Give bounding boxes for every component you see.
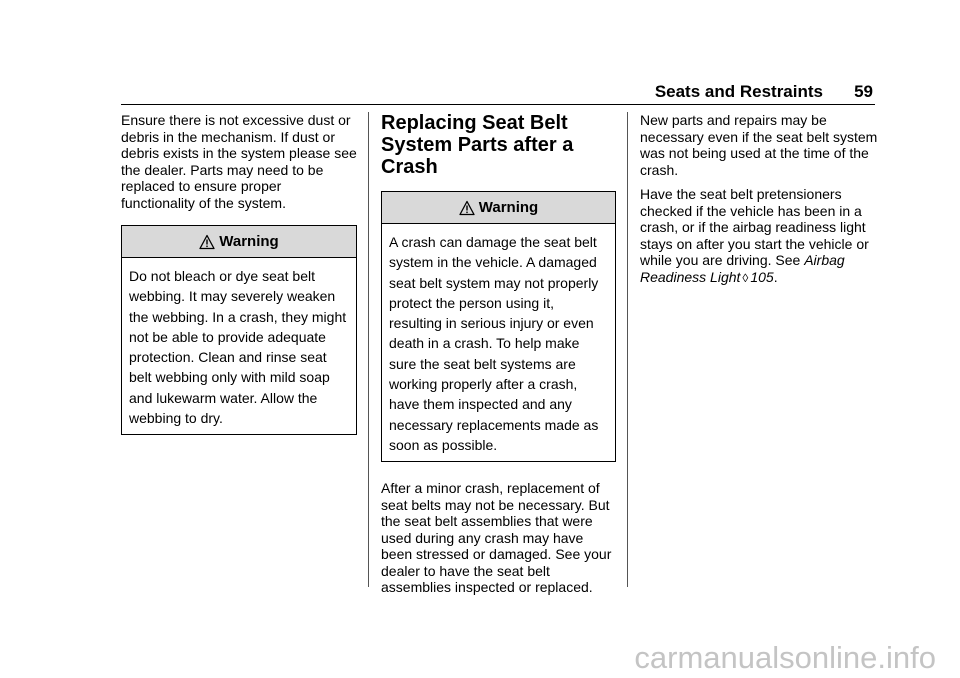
page-reference-number[interactable]: 105 [750,268,774,285]
warning-triangle-icon [459,200,475,216]
trailing-period: . [773,268,778,285]
intro-paragraph: Ensure there is not excessive dust or debris in the mechanism. If dust or debris exists in the system please see the dealer. Parts may need to be replaced to ensure proper functionality of the system. [121,112,357,211]
warning-header [382,192,615,224]
warning-title: Warning [219,233,279,250]
airbag-readiness-link[interactable]: Airbag Readiness Light [640,252,845,285]
pretensioner-paragraph [640,186,878,286]
page-reference-icon: ◊ [742,270,749,285]
warning-box-2 [381,191,616,462]
warning-triangle-icon [199,234,215,250]
new-parts-paragraph: New parts and repairs may be necessary even if the seat belt system was not being used at the time of the crash. [640,112,878,178]
page-header [121,80,875,105]
warning-body [122,258,356,434]
watermark: carmanualsonline.info [634,640,936,675]
minor-crash-paragraph: After a minor crash, replacement of seat belts may not be necessary. But the seat belt assemblies that were used during any crash may have been stressed or damaged. See your dealer to have the seat belt assemblies inspected or replaced. [381,480,612,596]
pretensioner-text: Have the seat belt pretensioners checked if the vehicle has been in a crash, or if the airbag readiness light stays on after you start the vehicle or while you are driving. See [640,186,869,268]
column-3 [640,112,878,294]
column-1 [121,112,357,453]
column-divider-1 [368,112,369,587]
warning-text: A crash can damage the seat belt system in the vehicle. A damaged seat belt system may not properly protect the person using it, resulting in serious injury or even death in a crash. To help make sure the seat belt systems are working properly after a crash, have them inspected and any necessary replacements made as soon as possible. [389,234,599,453]
column-2 [381,112,616,604]
warning-body [382,224,615,461]
page-number: 59 [854,82,873,101]
warning-box-1 [121,225,357,435]
section-title: Seats and Restraints [654,82,823,101]
warning-text: Do not bleach or dye seat belt webbing. It may severely weaken the webbing. In a crash, they might not be able to provide adequate protection. Clean and rinse seat belt webbing only with mild soap and lukewarm water. Allow the webbing to dry. [129,268,347,427]
warning-header [122,226,356,258]
warning-title: Warning [478,199,539,216]
column-divider-2 [627,112,628,587]
section-heading: Replacing Seat Belt System Parts after a Crash [381,112,574,178]
